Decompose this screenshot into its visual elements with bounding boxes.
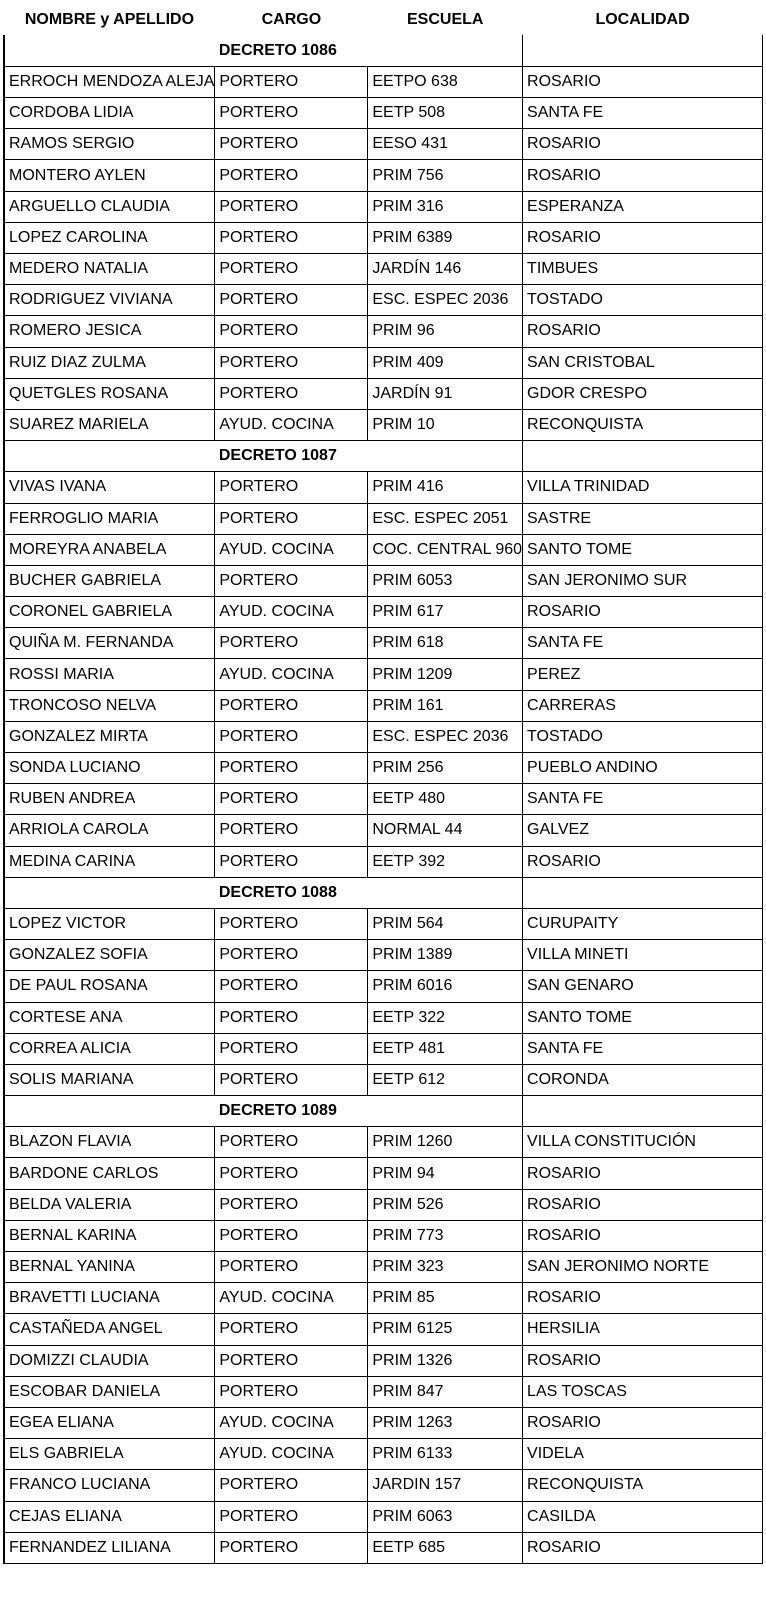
cell-nombre: FRANCO LUCIANA <box>4 1470 215 1501</box>
cell-localidad: VILLA MINETI <box>523 940 763 971</box>
cell-localidad: TOSTADO <box>523 285 763 316</box>
cell-escuela: EETP 480 <box>368 784 523 815</box>
cell-escuela: PRIM 96 <box>368 316 523 347</box>
table-row <box>4 908 763 939</box>
cell-localidad: LAS TOSCAS <box>523 1376 763 1407</box>
cell-localidad: SANTA FE <box>523 628 763 659</box>
cell-nombre: EGEA ELIANA <box>4 1407 215 1438</box>
cell-escuela: EESO 431 <box>368 129 523 160</box>
cell-escuela: ESC. ESPEC 2036 <box>368 721 523 752</box>
decree-spacer <box>4 877 215 908</box>
cell-nombre: ELS GABRIELA <box>4 1439 215 1470</box>
cell-localidad: ROSARIO <box>523 1158 763 1189</box>
cell-escuela: PRIM 756 <box>368 160 523 191</box>
cell-escuela: PRIM 256 <box>368 753 523 784</box>
cell-nombre: ESCOBAR DANIELA <box>4 1376 215 1407</box>
cell-cargo: PORTERO <box>215 1189 368 1220</box>
cell-nombre: DOMIZZI CLAUDIA <box>4 1345 215 1376</box>
cell-localidad: PUEBLO ANDINO <box>523 753 763 784</box>
table-row <box>4 1470 763 1501</box>
cell-localidad: ROSARIO <box>523 222 763 253</box>
header-localidad: LOCALIDAD <box>595 10 690 28</box>
decree-spacer <box>523 877 763 908</box>
cell-escuela: PRIM 1326 <box>368 1345 523 1376</box>
table-row <box>4 1002 763 1033</box>
cell-escuela: PRIM 618 <box>368 628 523 659</box>
cell-cargo: PORTERO <box>215 1127 368 1158</box>
table-row <box>4 753 763 784</box>
cell-nombre: RODRIGUEZ VIVIANA <box>4 285 215 316</box>
cell-cargo: PORTERO <box>215 503 368 534</box>
cell-nombre: FERROGLIO MARIA <box>4 503 215 534</box>
table-row <box>4 1283 763 1314</box>
table-row <box>4 1345 763 1376</box>
cell-escuela: PRIM 773 <box>368 1220 523 1251</box>
table-row <box>4 98 763 129</box>
cell-nombre: BERNAL KARINA <box>4 1220 215 1251</box>
table-row <box>4 1314 763 1345</box>
cell-nombre: QUETGLES ROSANA <box>4 378 215 409</box>
cell-escuela: EETP 481 <box>368 1033 523 1064</box>
cell-cargo: PORTERO <box>215 971 368 1002</box>
cell-cargo: PORTERO <box>215 628 368 659</box>
cell-nombre: SUAREZ MARIELA <box>4 409 215 440</box>
cell-localidad: PEREZ <box>523 659 763 690</box>
cell-cargo: PORTERO <box>215 1376 368 1407</box>
cell-escuela: PRIM 617 <box>368 597 523 628</box>
cell-nombre: BELDA VALERIA <box>4 1189 215 1220</box>
cell-localidad: RECONQUISTA <box>523 1470 763 1501</box>
cell-cargo: PORTERO <box>215 1314 368 1345</box>
cell-cargo: PORTERO <box>215 815 368 846</box>
table-row <box>4 316 763 347</box>
cell-escuela: PRIM 316 <box>368 191 523 222</box>
table-row <box>4 503 763 534</box>
decree-title: DECRETO 1089 <box>215 1096 523 1127</box>
table-row <box>4 690 763 721</box>
cell-escuela: COC. CENTRAL 960 <box>368 534 523 565</box>
cell-escuela: PRIM 94 <box>368 1158 523 1189</box>
cell-escuela: PRIM 85 <box>368 1283 523 1314</box>
cell-localidad: GDOR CRESPO <box>523 378 763 409</box>
cell-localidad: CURUPAITY <box>523 908 763 939</box>
cell-nombre: ERROCH MENDOZA ALEJA <box>4 66 215 97</box>
cell-escuela: EETP 392 <box>368 846 523 877</box>
cell-cargo: PORTERO <box>215 1470 368 1501</box>
cell-escuela: PRIM 6016 <box>368 971 523 1002</box>
cell-cargo: PORTERO <box>215 472 368 503</box>
cell-escuela: PRIM 6133 <box>368 1439 523 1470</box>
table-row <box>4 1127 763 1158</box>
cell-cargo: AYUD. COCINA <box>215 409 368 440</box>
cell-nombre: BUCHER GABRIELA <box>4 565 215 596</box>
header-cargo: CARGO <box>261 10 322 28</box>
cell-cargo: PORTERO <box>215 784 368 815</box>
cell-nombre: CORREA ALICIA <box>4 1033 215 1064</box>
table-row <box>4 285 763 316</box>
decree-spacer <box>523 35 763 66</box>
cell-nombre: GONZALEZ SOFIA <box>4 940 215 971</box>
cell-nombre: MONTERO AYLEN <box>4 160 215 191</box>
table-row <box>4 971 763 1002</box>
cell-localidad: ROSARIO <box>523 1407 763 1438</box>
cell-cargo: PORTERO <box>215 753 368 784</box>
cell-cargo: AYUD. COCINA <box>215 534 368 565</box>
cell-localidad: SANTO TOME <box>523 1002 763 1033</box>
cell-nombre: CEJAS ELIANA <box>4 1501 215 1532</box>
cell-nombre: CORTESE ANA <box>4 1002 215 1033</box>
table-row <box>4 1439 763 1470</box>
cell-cargo: PORTERO <box>215 222 368 253</box>
cell-nombre: SONDA LUCIANO <box>4 753 215 784</box>
table-row <box>4 1252 763 1283</box>
cell-escuela: EETP 508 <box>368 98 523 129</box>
table-row <box>4 534 763 565</box>
table-row <box>4 628 763 659</box>
decree-header-row <box>4 441 763 472</box>
cell-localidad: SANTA FE <box>523 1033 763 1064</box>
table-row <box>4 815 763 846</box>
table-row <box>4 222 763 253</box>
cell-nombre: FERNANDEZ LILIANA <box>4 1532 215 1563</box>
cell-escuela: EETP 685 <box>368 1532 523 1563</box>
header-nombre: NOMBRE y APELLIDO <box>24 10 195 28</box>
cell-cargo: PORTERO <box>215 1002 368 1033</box>
cell-nombre: MEDERO NATALIA <box>4 254 215 285</box>
cell-localidad: ROSARIO <box>523 316 763 347</box>
cell-cargo: PORTERO <box>215 1158 368 1189</box>
cell-nombre: BERNAL YANINA <box>4 1252 215 1283</box>
table-row <box>4 1064 763 1095</box>
cell-nombre: SOLIS MARIANA <box>4 1064 215 1095</box>
table-row <box>4 1407 763 1438</box>
table-row <box>4 565 763 596</box>
cell-escuela: PRIM 10 <box>368 409 523 440</box>
cell-cargo: PORTERO <box>215 1501 368 1532</box>
cell-cargo: PORTERO <box>215 1033 368 1064</box>
cell-localidad: SANTA FE <box>523 98 763 129</box>
table-row <box>4 1158 763 1189</box>
cell-nombre: RUIZ DIAZ ZULMA <box>4 347 215 378</box>
cell-nombre: MOREYRA ANABELA <box>4 534 215 565</box>
cell-localidad: ROSARIO <box>523 846 763 877</box>
cell-cargo: AYUD. COCINA <box>215 1283 368 1314</box>
table-row <box>4 784 763 815</box>
cell-nombre: CORONEL GABRIELA <box>4 597 215 628</box>
cell-localidad: SAN JERONIMO SUR <box>523 565 763 596</box>
cell-nombre: BRAVETTI LUCIANA <box>4 1283 215 1314</box>
table-row <box>4 409 763 440</box>
decree-spacer <box>523 441 763 472</box>
cell-nombre: VIVAS IVANA <box>4 472 215 503</box>
cell-escuela: ESC. ESPEC 2036 <box>368 285 523 316</box>
cell-localidad: GALVEZ <box>523 815 763 846</box>
cell-cargo: PORTERO <box>215 565 368 596</box>
cell-nombre: DE PAUL ROSANA <box>4 971 215 1002</box>
cell-escuela: PRIM 1260 <box>368 1127 523 1158</box>
cell-localidad: HERSILIA <box>523 1314 763 1345</box>
cell-cargo: PORTERO <box>215 160 368 191</box>
cell-nombre: TRONCOSO NELVA <box>4 690 215 721</box>
cell-escuela: PRIM 6063 <box>368 1501 523 1532</box>
cell-cargo: PORTERO <box>215 690 368 721</box>
cell-cargo: AYUD. COCINA <box>215 659 368 690</box>
decree-spacer <box>4 1096 215 1127</box>
cell-escuela: ESC. ESPEC 2051 <box>368 503 523 534</box>
cell-cargo: PORTERO <box>215 846 368 877</box>
decree-header-row <box>4 35 763 66</box>
cell-escuela: PRIM 6125 <box>368 1314 523 1345</box>
cell-escuela: PRIM 409 <box>368 347 523 378</box>
table-row <box>4 940 763 971</box>
cell-cargo: PORTERO <box>215 1064 368 1095</box>
table-row <box>4 1189 763 1220</box>
cell-nombre: RAMOS SERGIO <box>4 129 215 160</box>
cell-cargo: PORTERO <box>215 129 368 160</box>
cell-localidad: SAN CRISTOBAL <box>523 347 763 378</box>
cell-localidad: ROSARIO <box>523 1220 763 1251</box>
cell-cargo: PORTERO <box>215 1220 368 1251</box>
decree-title: DECRETO 1088 <box>215 877 523 908</box>
cell-nombre: CASTAÑEDA ANGEL <box>4 1314 215 1345</box>
cell-nombre: LOPEZ CAROLINA <box>4 222 215 253</box>
table-row <box>4 1501 763 1532</box>
cell-localidad: ROSARIO <box>523 160 763 191</box>
cell-escuela: PRIM 161 <box>368 690 523 721</box>
decree-header-row <box>4 877 763 908</box>
decree-header-row <box>4 1096 763 1127</box>
table-row <box>4 378 763 409</box>
cell-escuela: JARDIN 157 <box>368 1470 523 1501</box>
cell-nombre: CORDOBA LIDIA <box>4 98 215 129</box>
cell-localidad: VILLA CONSTITUCIÓN <box>523 1127 763 1158</box>
cell-cargo: PORTERO <box>215 98 368 129</box>
cell-localidad: SASTRE <box>523 503 763 534</box>
cell-escuela: PRIM 847 <box>368 1376 523 1407</box>
cell-cargo: PORTERO <box>215 347 368 378</box>
cell-escuela: PRIM 6053 <box>368 565 523 596</box>
cell-localidad: SAN JERONIMO NORTE <box>523 1252 763 1283</box>
cell-nombre: ROSSI MARIA <box>4 659 215 690</box>
cell-nombre: RUBEN ANDREA <box>4 784 215 815</box>
cell-escuela: PRIM 564 <box>368 908 523 939</box>
cell-escuela: EETPO 638 <box>368 66 523 97</box>
cell-cargo: PORTERO <box>215 191 368 222</box>
cell-localidad: ROSARIO <box>523 1283 763 1314</box>
cell-localidad: VILLA TRINIDAD <box>523 472 763 503</box>
cell-escuela: JARDÍN 91 <box>368 378 523 409</box>
cell-escuela: EETP 322 <box>368 1002 523 1033</box>
cell-cargo: PORTERO <box>215 940 368 971</box>
cell-localidad: TOSTADO <box>523 721 763 752</box>
cell-localidad: SAN GENARO <box>523 971 763 1002</box>
cell-cargo: PORTERO <box>215 66 368 97</box>
cell-localidad: CASILDA <box>523 1501 763 1532</box>
cell-escuela: PRIM 1209 <box>368 659 523 690</box>
cell-nombre: ROMERO JESICA <box>4 316 215 347</box>
header-row <box>4 4 763 35</box>
table-row <box>4 472 763 503</box>
cell-cargo: PORTERO <box>215 1532 368 1563</box>
cell-cargo: AYUD. COCINA <box>215 1439 368 1470</box>
table-row <box>4 347 763 378</box>
cell-cargo: PORTERO <box>215 378 368 409</box>
table-row <box>4 1220 763 1251</box>
table-row <box>4 846 763 877</box>
cell-escuela: PRIM 323 <box>368 1252 523 1283</box>
cell-localidad: VIDELA <box>523 1439 763 1470</box>
cell-localidad: SANTA FE <box>523 784 763 815</box>
cell-nombre: BLAZON FLAVIA <box>4 1127 215 1158</box>
cell-localidad: ROSARIO <box>523 597 763 628</box>
decree-spacer <box>4 441 215 472</box>
cell-localidad: ROSARIO <box>523 66 763 97</box>
personnel-table <box>3 4 763 1564</box>
cell-localidad: ROSARIO <box>523 1532 763 1563</box>
cell-escuela: PRIM 1389 <box>368 940 523 971</box>
header-escuela: ESCUELA <box>406 10 484 28</box>
cell-cargo: PORTERO <box>215 254 368 285</box>
cell-cargo: PORTERO <box>215 908 368 939</box>
cell-localidad: CORONDA <box>523 1064 763 1095</box>
cell-localidad: RECONQUISTA <box>523 409 763 440</box>
cell-escuela: PRIM 6389 <box>368 222 523 253</box>
cell-nombre: LOPEZ VICTOR <box>4 908 215 939</box>
cell-localidad: TIMBUES <box>523 254 763 285</box>
decree-spacer <box>4 35 215 66</box>
table-row <box>4 66 763 97</box>
cell-localidad: CARRERAS <box>523 690 763 721</box>
cell-localidad: ROSARIO <box>523 1345 763 1376</box>
table-body <box>4 35 763 1563</box>
cell-nombre: ARGUELLO CLAUDIA <box>4 191 215 222</box>
cell-localidad: ROSARIO <box>523 1189 763 1220</box>
cell-cargo: PORTERO <box>215 1252 368 1283</box>
cell-cargo: PORTERO <box>215 721 368 752</box>
table-row <box>4 1376 763 1407</box>
cell-localidad: ESPERANZA <box>523 191 763 222</box>
cell-escuela: PRIM 526 <box>368 1189 523 1220</box>
cell-localidad: SANTO TOME <box>523 534 763 565</box>
cell-cargo: PORTERO <box>215 316 368 347</box>
table-row <box>4 160 763 191</box>
cell-escuela: NORMAL 44 <box>368 815 523 846</box>
table-row <box>4 1033 763 1064</box>
table-row <box>4 597 763 628</box>
table-row <box>4 254 763 285</box>
cell-cargo: AYUD. COCINA <box>215 597 368 628</box>
cell-escuela: PRIM 416 <box>368 472 523 503</box>
cell-cargo: AYUD. COCINA <box>215 1407 368 1438</box>
cell-nombre: ARRIOLA CAROLA <box>4 815 215 846</box>
table-row <box>4 659 763 690</box>
decree-title: DECRETO 1086 <box>215 35 523 66</box>
cell-nombre: BARDONE CARLOS <box>4 1158 215 1189</box>
cell-escuela: EETP 612 <box>368 1064 523 1095</box>
cell-cargo: PORTERO <box>215 1345 368 1376</box>
cell-localidad: ROSARIO <box>523 129 763 160</box>
cell-escuela: PRIM 1263 <box>368 1407 523 1438</box>
cell-cargo: PORTERO <box>215 285 368 316</box>
cell-nombre: GONZALEZ MIRTA <box>4 721 215 752</box>
cell-escuela: JARDÍN 146 <box>368 254 523 285</box>
table-row <box>4 129 763 160</box>
decree-spacer <box>523 1096 763 1127</box>
table-row <box>4 191 763 222</box>
table-row <box>4 1532 763 1563</box>
table-row <box>4 721 763 752</box>
cell-nombre: QUIÑA M. FERNANDA <box>4 628 215 659</box>
cell-nombre: MEDINA CARINA <box>4 846 215 877</box>
decree-title: DECRETO 1087 <box>215 441 523 472</box>
